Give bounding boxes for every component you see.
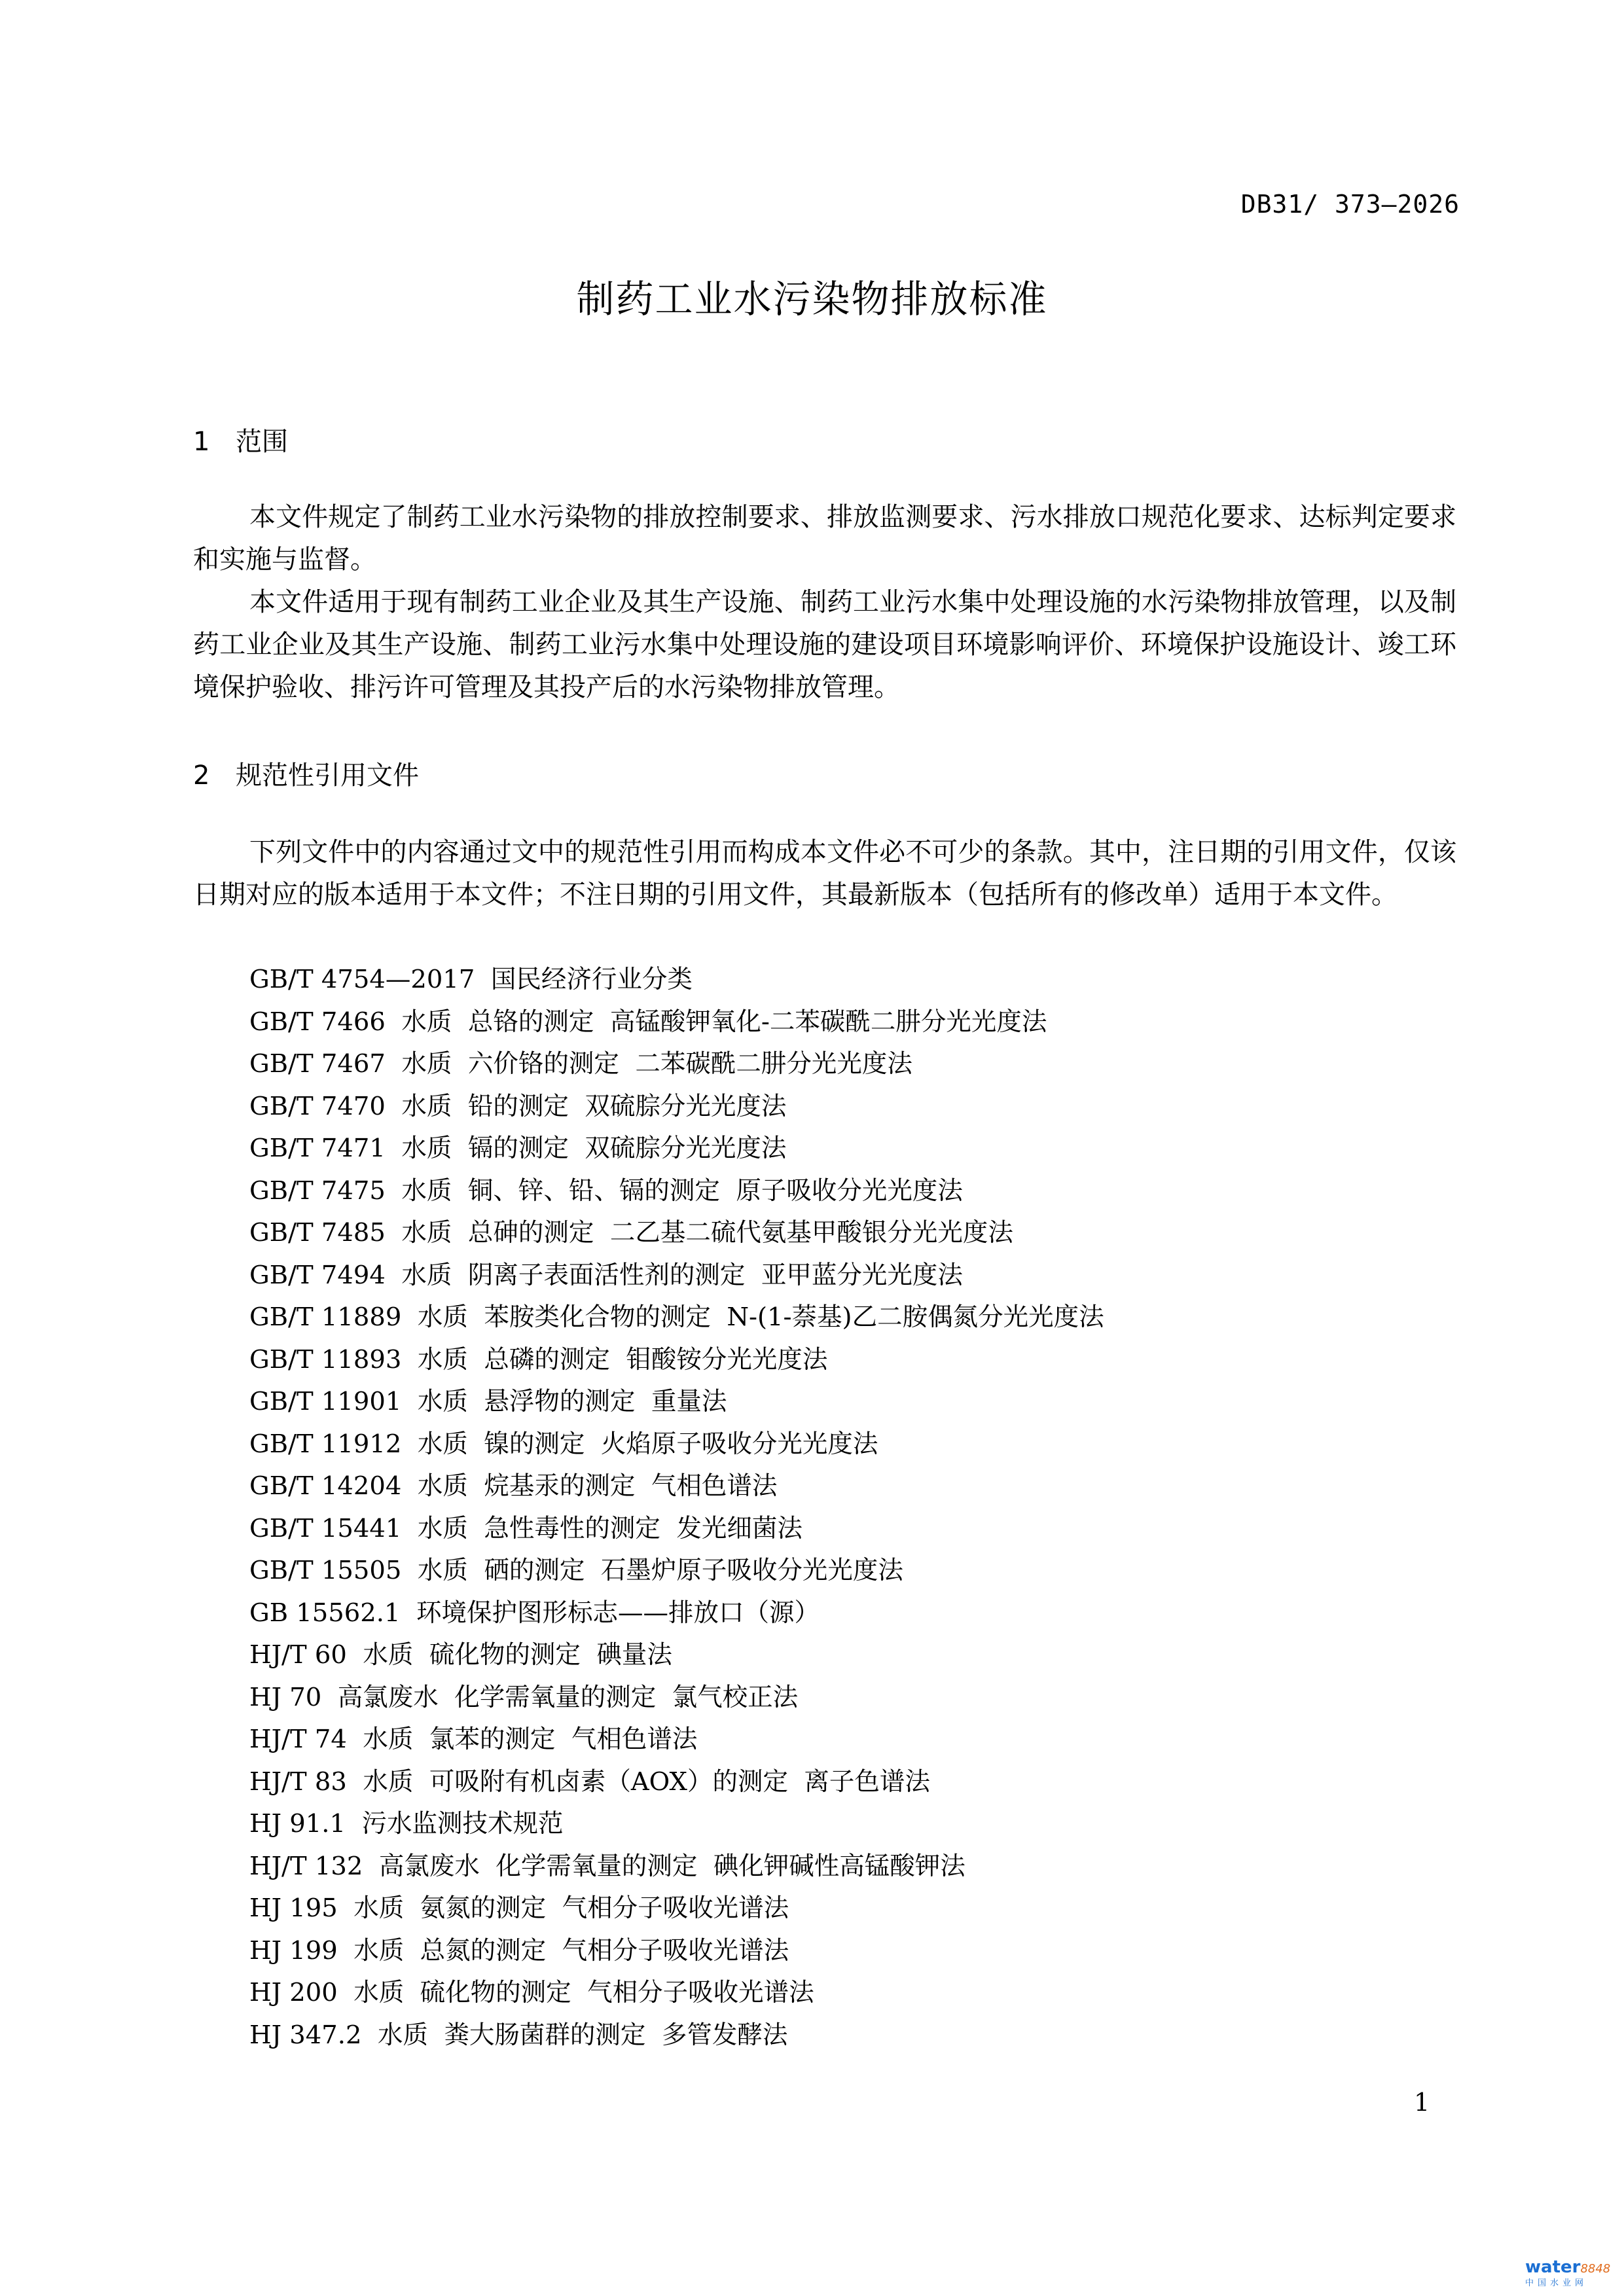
section-2-heading	[193, 755, 419, 792]
reference-item: GB/T 7467 水质 六价铬的测定 二苯碳酰二肼分光光度法	[249, 1049, 912, 1079]
reference-item: HJ 200 水质 硫化物的测定 气相分子吸收光谱法	[249, 1978, 814, 2007]
watermark-subtitle: 中国水业网	[1525, 2278, 1588, 2288]
reference-item: HJ 91.1 污水监测技术规范	[249, 1809, 564, 1839]
reference-item: GB/T 7466 水质 总铬的测定 高锰酸钾氧化-二苯碳酰二肼分光光度法	[249, 1007, 1047, 1037]
scope-paragraph-1: 本文件规定了制药工业水污染物的排放控制要求、排放监测要求、污水排放口规范化要求、达标判定要求和实施与监督。	[193, 502, 1456, 575]
site-watermark-logo	[1525, 2258, 1617, 2291]
normative-references-list	[249, 959, 1104, 2056]
reference-item: GB/T 11893 水质 总磷的测定 钼酸铵分光光度法	[249, 1344, 828, 1374]
reference-item: GB/T 7485 水质 总砷的测定 二乙基二硫代氨基甲酸银分光光度法	[249, 1218, 1013, 1247]
document-code: DB31/ 373—2026	[1240, 190, 1460, 219]
reference-item: GB/T 7470 水质 铅的测定 双硫腙分光光度法	[249, 1091, 787, 1121]
reference-item: GB/T 7494 水质 阴离子表面活性剂的测定 亚甲蓝分光光度法	[249, 1260, 963, 1290]
section-title: 规范性引用文件	[236, 761, 419, 791]
reference-item: GB/T 11901 水质 悬浮物的测定 重量法	[249, 1387, 727, 1416]
watermark-brand: water	[1525, 2257, 1581, 2277]
document-title: 制药工业水污染物排放标准	[576, 277, 1048, 321]
reference-item: GB/T 7471 水质 镉的测定 双硫腙分光光度法	[249, 1134, 787, 1163]
reference-item: HJ 347.2 水质 粪大肠菌群的测定 多管发酵法	[249, 2020, 788, 2050]
watermark-number: 8848	[1580, 2262, 1611, 2276]
section-number: 1	[193, 427, 210, 457]
reference-item: GB/T 15441 水质 急性毒性的测定 发光细菌法	[249, 1513, 803, 1543]
reference-item: HJ 70 高氯废水 化学需氧量的测定 氯气校正法	[249, 1682, 799, 1712]
reference-item: GB/T 11912 水质 镍的测定 火焰原子吸收分光光度法	[249, 1429, 878, 1459]
scope-paragraph-2: 本文件适用于现有制药工业企业及其生产设施、制药工业污水集中处理设施的水污染物排放管理，以及制药工业企业及其生产设施、制药工业污水集中处理设施的建设项目环境影响评价、环境保护设施设计、竣工环境保护验收、排污许可管理及其投产后的水污染物排放管理。	[193, 587, 1456, 702]
reference-item: HJ/T 83 水质 可吸附有机卤素（AOX）的测定 离子色谱法	[249, 1767, 930, 1797]
reference-item: GB/T 14204 水质 烷基汞的测定 气相色谱法	[249, 1471, 778, 1501]
reference-item: HJ/T 60 水质 硫化物的测定 碘量法	[249, 1640, 672, 1670]
reference-item: GB 15562.1 环境保护图形标志——排放口（源）	[249, 1598, 820, 1628]
reference-item: GB/T 7475 水质 铜、锌、铅、镉的测定 原子吸收分光光度法	[249, 1175, 963, 1206]
reference-item: HJ 195 水质 氨氮的测定 气相分子吸收光谱法	[249, 1893, 789, 1923]
reference-item: HJ/T 132 高氯废水 化学需氧量的测定 碘化钾碱性高锰酸钾法	[249, 1851, 965, 1881]
section-title: 范围	[236, 427, 288, 457]
reference-item: HJ 199 水质 总氮的测定 气相分子吸收光谱法	[249, 1935, 789, 1965]
section-number: 2	[193, 761, 210, 791]
reference-item: GB/T 15505 水质 硒的测定 石墨炉原子吸收分光光度法	[249, 1556, 903, 1585]
references-intro-paragraph: 下列文件中的内容通过文中的规范性引用而构成本文件必不可少的条款。其中，注日期的引用文件，仅该日期对应的版本适用于本文件；不注日期的引用文件，其最新版本（包括所有的修改单）适用于本文件。	[193, 837, 1456, 910]
reference-item: HJ/T 74 水质 氯苯的测定 气相色谱法	[249, 1725, 698, 1754]
reference-item: GB/T 11889 水质 苯胺类化合物的测定 N-(1-萘基)乙二胺偶氮分光光度法	[249, 1302, 1104, 1332]
reference-item: GB/T 4754—2017 国民经济行业分类	[249, 965, 693, 994]
page-number: 1	[1414, 2088, 1430, 2117]
section-1-heading	[193, 421, 288, 458]
